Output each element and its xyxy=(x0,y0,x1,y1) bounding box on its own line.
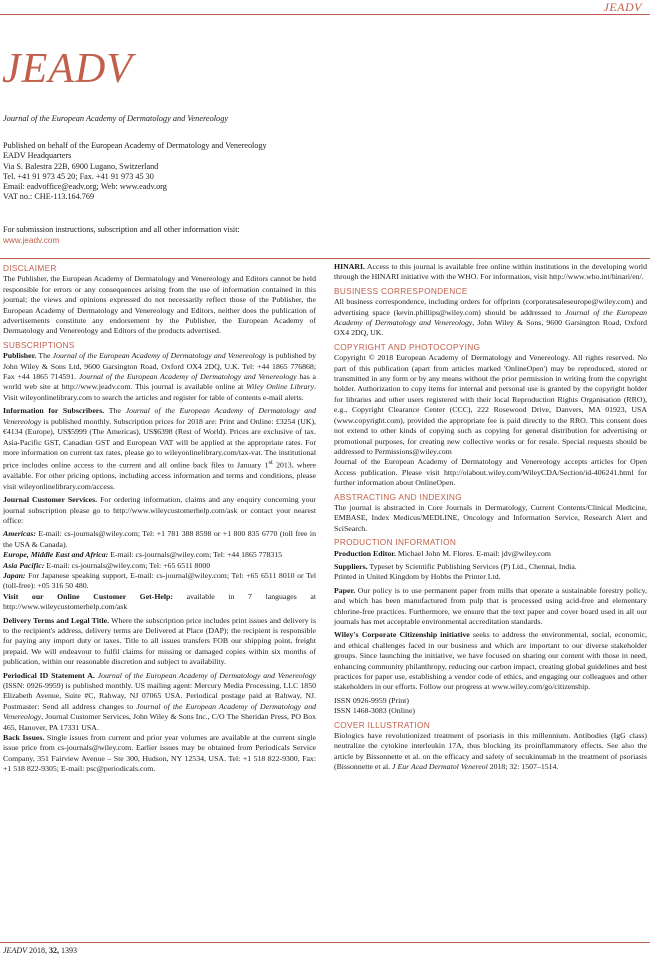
back-issues-lead: Back Issues. xyxy=(3,733,45,743)
periodical-id-text: (ISSN: 0926-9959) is published monthly. US mailing agent: Mercury Media Processing, LLC 1850 Elizabeth Avenue, Suite #C, Rahway, NJ 07065 USA. Periodical postage paid at Rahway, NJ. Postmaster: Send all address changes to xyxy=(3,681,316,711)
footer-year: 2018, xyxy=(29,946,47,955)
back-issues-text: Single issues from current and prior year volumes are available at the current single issue price from cs-journals@wiley.com. Earlier issues may be obtained from Periodicals Service Company, 351 Fairview Avenue – Ste 300, Hudson, NY 12534, USA. Tel: +1 518 822-9300, Fax: +1 518 822-9305; E-mail: psc@periodicals.com. xyxy=(3,733,316,774)
abstracting-text: The journal is abstracted in Core Journals in Dermatology, Current Contents/Clinical Medicine, EMBASE, Index Medicus/MEDLINE, Oncology and Information Service, Research Alert and SciSearch. xyxy=(334,502,647,533)
publisher-text: is published by John Wiley & Sons Ltd, 9600 Garsington Road, Oxford OX4 2DQ, U.K. Tel: +44 1865 776868; Fax +44 1865 714591. xyxy=(3,351,316,382)
business-paragraph xyxy=(334,297,647,339)
issn-print: ISSN 0926-9959 (Print) xyxy=(334,695,409,705)
journal-name: Journal of the European Academy of Dermatology and Venereology xyxy=(78,372,297,382)
production-heading: PRODUCTION INFORMATION xyxy=(334,537,457,548)
paper-text: Our policy is to use permanent paper from mills that operate a sustainable forestry policy, and which has been manufactured from pulp that is processed using acid-free and elementary chlorine-free practices. Furthermore, we ensure that the text paper and cover board used in all our journals has met acceptable environmental accreditation standards. xyxy=(334,585,647,626)
delivery-lead: Delivery Terms and Legal Title. xyxy=(3,615,110,625)
hinari-text: Access to this journal is available free online within institutions in the developing world through the HINARI initiative with the WHO. For information, visit http://www.who.int/hinari/en/. xyxy=(334,262,647,282)
online-help-text: available in 7 languages at http://www.wileycustomerhelp.com/ask xyxy=(3,591,316,612)
footer-journal: JEADV xyxy=(3,946,27,955)
abstracting-heading: ABSTRACTING AND INDEXING xyxy=(334,491,462,502)
journal-name: Journal of the European Academy of Dermatology and Venereology xyxy=(3,701,316,722)
online-open-text: Journal of the European Academy of Dermatology and Venereology accepts articles for Open Access publication. Please visit http://olabout.wiley.com/WileyCDA/Section/id-406241.html for further information about OnlineOpen. xyxy=(334,457,647,488)
delivery-paragraph xyxy=(3,616,316,668)
journal-logo: JEADV xyxy=(2,46,133,92)
jeadv-link[interactable]: www.jeadv.com xyxy=(3,235,60,245)
americas-contact xyxy=(3,529,316,550)
emea-text: E-mail: cs-journals@wiley.com; Tel: +44 1865 778315 xyxy=(108,550,283,560)
suppliers-lead: Suppliers. xyxy=(334,561,368,571)
journal-name: Journal of the European Academy of Dermatology and Venereology xyxy=(94,670,316,680)
disclaimer-heading: DISCLAIMER xyxy=(3,263,57,273)
right-column xyxy=(334,262,647,776)
asia-pacific-contact xyxy=(3,561,316,571)
issn-online: ISSN 1468-3083 (Online) xyxy=(334,706,415,716)
publisher-line: Via S. Balestra 22B, 6900 Lugano, Switzerland xyxy=(3,161,159,171)
publisher-text: has a world web site at http://www.jeadv.com. This journal is available online at xyxy=(3,372,316,392)
online-help-paragraph xyxy=(3,592,316,613)
top-rule xyxy=(0,14,650,15)
hinari-paragraph xyxy=(334,262,647,283)
publisher-paragraph xyxy=(3,351,316,403)
periodical-id-lead: Periodical ID Statement A. xyxy=(3,670,95,680)
suppliers-text: Typeset by Scientific Publishing Services (P) Ltd., Chennai, India. xyxy=(367,561,577,571)
left-column xyxy=(3,262,316,778)
americas-text: E-mail: cs-journals@wiley.com; Tel: +1 781 388 8598 or +1 800 835 6770 (toll free in the USA & Canada). xyxy=(3,529,316,549)
submission-info xyxy=(3,225,240,246)
paper-paragraph xyxy=(334,586,647,628)
emea-lead: Europe, Middle East and Africa: xyxy=(3,550,109,560)
cover-text: Biologics have revolutionized treatment of psoriasis in this millennium. Antibodies (IgG class) neutralize the cytokine interleukin 17A, thus blocking its proinflammatory effects. See also the article by Bissonnette et al. on the efficacy and safety of secukinumab in the treatment of psoriasis (Bissonnette et al. xyxy=(334,731,647,772)
customer-services-paragraph xyxy=(3,495,316,526)
japan-contact xyxy=(3,571,316,592)
cover-heading: COVER ILLUSTRATION xyxy=(334,719,431,730)
paper-lead: Paper. xyxy=(334,585,356,595)
japan-text: For Japanese speaking support, E-mail: cs-journal@wiley.com; Tel: +65 6511 8010 or Tel (toll-free): +05 316 50 480. xyxy=(3,570,316,591)
subscribers-text: is published monthly. Subscription prices for 2018 are: Print and Online: £3254 (UK), €4134 (Europe), US$5999 (The Americas), US$6398 (Rest of World). Prices are exclusive of tax. Asia-Pacific GST, Canadian GST and European VAT will be applied at the appropriate rates. For more information on current tax rates, please go to wileyonlinelibrary.com/tax-vat. The institutional price includes online access to the current and all online back files to January 1 xyxy=(3,416,316,470)
copyright-heading: COPYRIGHT AND PHOTOCOPYING xyxy=(334,341,481,352)
production-editor xyxy=(334,549,647,559)
online-help-lead: Visit our Online Customer Get-Help: xyxy=(3,591,173,601)
asia-pacific-text: E-mail: cs-journals@wiley.com; Tel: +65 6511 8000 xyxy=(44,560,211,570)
editor-lead: Production Editor. xyxy=(334,548,396,558)
journal-name: Journal of the European Academy of Dermatology and Venereology xyxy=(3,406,316,426)
periodical-id-text: , Journal Customer Services, John Wiley & Sons Inc., C/O The Sheridan Press, PO Box 465, Hanover, PA 17331 USA. xyxy=(3,712,316,732)
subscribers-text: The xyxy=(104,406,126,416)
publisher-line: Email: eadvoffice@eadv.org; Web: www.eadv.org xyxy=(3,182,167,192)
publisher-lead: Publisher. xyxy=(3,351,37,361)
publisher-line: VAT no.: CHE-113.164.769 xyxy=(3,192,95,202)
superscript-st: st xyxy=(268,459,273,467)
footer-page: 1393 xyxy=(61,946,77,955)
citizenship-paragraph xyxy=(334,630,647,692)
delivery-text: Where the subscription price includes print issues and delivery is to the recipient's address, delivery terms are Delivered at Place (DAP); the recipient is responsible for paying any import duty or taxes. Title to all issues transfers FOB our shipping point, freight prepaid. We will endeavour to fulfil claims for missing or damaged copies within six months of publication, within our reasonable discretion and subject to availability. xyxy=(3,615,316,667)
cover-paragraph xyxy=(334,731,647,773)
column-rule xyxy=(0,258,650,259)
japan-lead: Japan: xyxy=(3,570,26,580)
americas-lead: Americas: xyxy=(3,529,36,539)
footer-volume: 32, xyxy=(49,946,59,955)
periodical-id-paragraph xyxy=(3,671,316,775)
suppliers xyxy=(334,562,647,572)
disclaimer-text: The Publisher, the European Academy of Dermatology and Venereology and Editors cannot be held responsible for errors or any consequences arising from the use of information contained in this journal; the views and opinions expressed do not necessarily reflect those of the Publisher, the European Academy of Dermatology and Venereology and Editors, neither does the publication of advertisements constitute any endorsement by the Publisher, the European Academy of Dermatology and Venereology and Editors of the products advertised. xyxy=(3,274,316,336)
footer xyxy=(3,946,77,955)
business-text: , John Wiley & Sons, 9600 Garsington Road, Oxford OX4 2DQ, UK. xyxy=(334,318,647,338)
editor-text: Michael John M. Flores. E-mail: jdv@wiley.com xyxy=(395,548,551,558)
citizenship-lead: Wiley's Corporate Citizenship initiative xyxy=(334,630,470,640)
journal-name: Journal of the European Academy of Dermatology and Venereology xyxy=(334,307,647,328)
customer-services-text: For ordering information, claims and any enquiry concerning your journal subscription please go to http://www.wileycustomerhelp.com/ask or contact your nearest office: xyxy=(3,495,316,525)
business-text: All business correspondence, including orders for offprints (corporatesaleseurope@wiley.com) and advertising space (kevin.phillips@wiley.com) should be addressed to xyxy=(334,297,647,317)
business-heading: BUSINESS CORRESPONDENCE xyxy=(334,285,468,296)
publisher-line: EADV Headquarters xyxy=(3,151,72,161)
copyright-text: Copyright © 2018 European Academy of Dermatology and Venereology. All rights reserved. No part of this publication (apart from articles marked 'OnlineOpen') may be reproduced, stored or transmitted in any form or by any means without the prior permission in writing from the copyright holder. Authorization to copy items for internal and personal use is granted by the copyright holder for libraries and other users registered with their local Reproduction Rights Organisation (RRO), e.g., Copyright Clearance Center (CCC), 222 Rosewood Drive, Danvers, MA 01923, USA (www.copyright.com), provided the appropriate fee is paid directly to the RRO. This consent does not extend to other kinds of copying such as copying for general distribution for advertising or promotional purposes, for creating new collective works or for resale. Special requests should be addressed to Permissions@wiley.com xyxy=(334,353,647,456)
publisher-text: The xyxy=(36,351,53,361)
bottom-rule xyxy=(0,942,650,943)
publisher-info xyxy=(3,141,267,203)
publisher-line: Tel. +41 91 973 45 20; Fax. +41 91 973 45 30 xyxy=(3,171,154,181)
hinari-lead: HINARI. xyxy=(334,262,365,271)
publisher-line: Published on behalf of the European Academy of Dermatology and Venereology xyxy=(3,141,267,150)
journal-full-name: Journal of the European Academy of Dermatology and Venereology xyxy=(3,114,229,123)
journal-name: Journal of the European Academy of Dermatology and Venereology xyxy=(52,351,267,361)
subscribers-lead: Information for Subscribers. xyxy=(3,406,105,416)
wiley-online-library: Wiley Online Library xyxy=(246,382,315,392)
submission-text: For submission instructions, subscription and all other information visit: xyxy=(3,225,240,234)
emea-contact xyxy=(3,550,316,560)
customer-services-lead: Journal Customer Services. xyxy=(3,495,98,505)
subscribers-text: 2013, where available. For other pricing options, including access information and terms and conditions, please visit wileyonlinelibrary.com/access. xyxy=(3,460,316,491)
asia-pacific-lead: Asia Pacific: xyxy=(3,560,45,570)
subscribers-paragraph xyxy=(3,406,316,492)
cover-journal: J Eur Acad Dermatol Venereol xyxy=(392,762,488,772)
printed-text: Printed in United Kingdom by Hobbs the Printer Ltd. xyxy=(334,572,501,582)
publisher-text: . Visit wileyonlinelibrary.com to search the articles and register for table of contents e-mail alerts. xyxy=(3,382,316,402)
citizenship-text: seeks to address the environmental, social, economic, and ethical challenges faced in our business and which are important to our diverse stakeholder groups. Since launching the initiative, we have focused on sharing our content with those in need, enhancing community philanthropy, reducing our carbon impact, creating global guidelines and best practices for paper use, establishing a vendor code of ethics, and engaging our colleagues and other stakeholders in our efforts. Follow our progress at www.wiley.com/go/citizenship. xyxy=(334,630,647,692)
cover-text: 2018; 32: 1507–1514. xyxy=(487,762,559,772)
subscriptions-heading: SUBSCRIPTIONS xyxy=(3,339,75,350)
running-head: JEADV xyxy=(603,0,642,14)
